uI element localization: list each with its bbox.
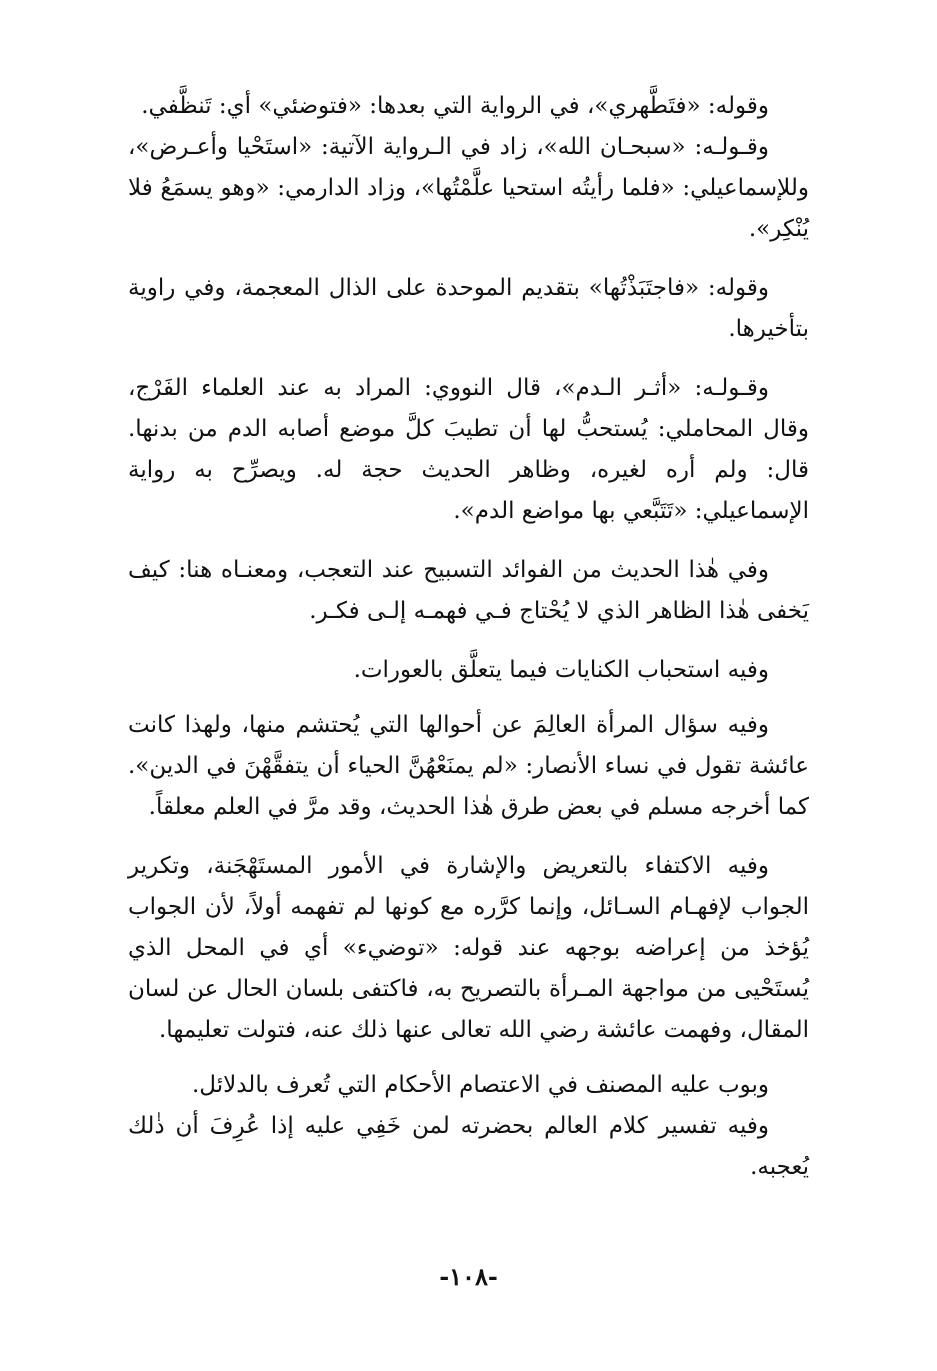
paragraph-8: وفيه الاكتفاء بالتعريض والإشارة في الأمور المستَهْجَنة، وتكرير الجواب لإفهـام السـائل، وإنما كرَّره مع كونها لم تفهمه أولاً، لأن الجواب يُؤخذ من إعراضه بوجهه عند قوله: «توضيء» أي في المحل الذي يُستَحْيى من مواجهة المـرأة بالتصريح به، فاكتفى بلسان الحال عن لسان المقال، وفهمت عائشة رضي الله تعالى عنها ذلك عنه، فتولت تعليمها. [128, 853, 809, 1043]
paragraph-1: وقوله: «فتَطَّهري»، في الرواية التي بعدها: «فتوضئي» أي: تَنظَّفي. [141, 93, 769, 119]
page-body [128, 86, 809, 1371]
paragraph-9: وبوب عليه المصنف في الاعتصام الأحكام التي تُعرف بالدلائل. [191, 1072, 769, 1098]
paragraph-3: وقوله: «فاجتَبَذْتُها» بتقديم الموحدة على الذال المعجمة، وفي راوية بتأخيرها. [128, 275, 809, 342]
paragraph-6: وفيه استحباب الكنايات فيما يتعلَّق بالعورات. [353, 657, 769, 683]
paragraph-4: وقـولـه: «أثـر الـدم»، قال النووي: المراد به عند العلماء الفَرْج، وقال المحاملي: يُستحبُّ لها أن تطيبَ كلَّ موضع أصابه الدم من بدنها. قال: ولم أره لغيره، وظاهر الحديث حجة له. ويصرِّح به رواية الإسماعيلي: «تَتَبَّعي بها مواضع الدم». [128, 375, 809, 524]
paragraph-2: وقـولـه: «سبحـان الله»، زاد في الـرواية الآتية: «استَحْيا وأعـرض»، وللإسماعيلي: «فلما رأيتُه استحيا علَّمْتُها»، وزاد الدارمي: «وهو يسمَعُ فلا يُنْكِر». [128, 134, 809, 242]
paragraph-10: وفيه تفسير كلام العالم بحضرته لمن خَفِي عليه إذا عُرِفَ أن ذٰلك يُعجبه. [128, 1113, 809, 1180]
page-number: -١٠٨- [439, 1262, 498, 1291]
paragraph-7: وفيه سؤال المرأة العالِمَ عن أحوالها التي يُحتشم منها، ولهذا كانت عائشة تقول في نساء الأنصار: «لم يمنَعْهُنَّ الحياء أن يتفقَّهْنَ في الدين». كما أخرجه مسلم في بعض طرق هٰذا الحديث، وقد مرَّ في العلم معلقاً. [128, 712, 809, 820]
paragraph-5: وفي هٰذا الحديث من الفوائد التسبيح عند التعجب، ومعنـاه هنا: كيف يَخفى هٰذا الظاهر الذي لا يُحْتاج فـي فهمـه إلـى فكـر. [128, 557, 809, 624]
